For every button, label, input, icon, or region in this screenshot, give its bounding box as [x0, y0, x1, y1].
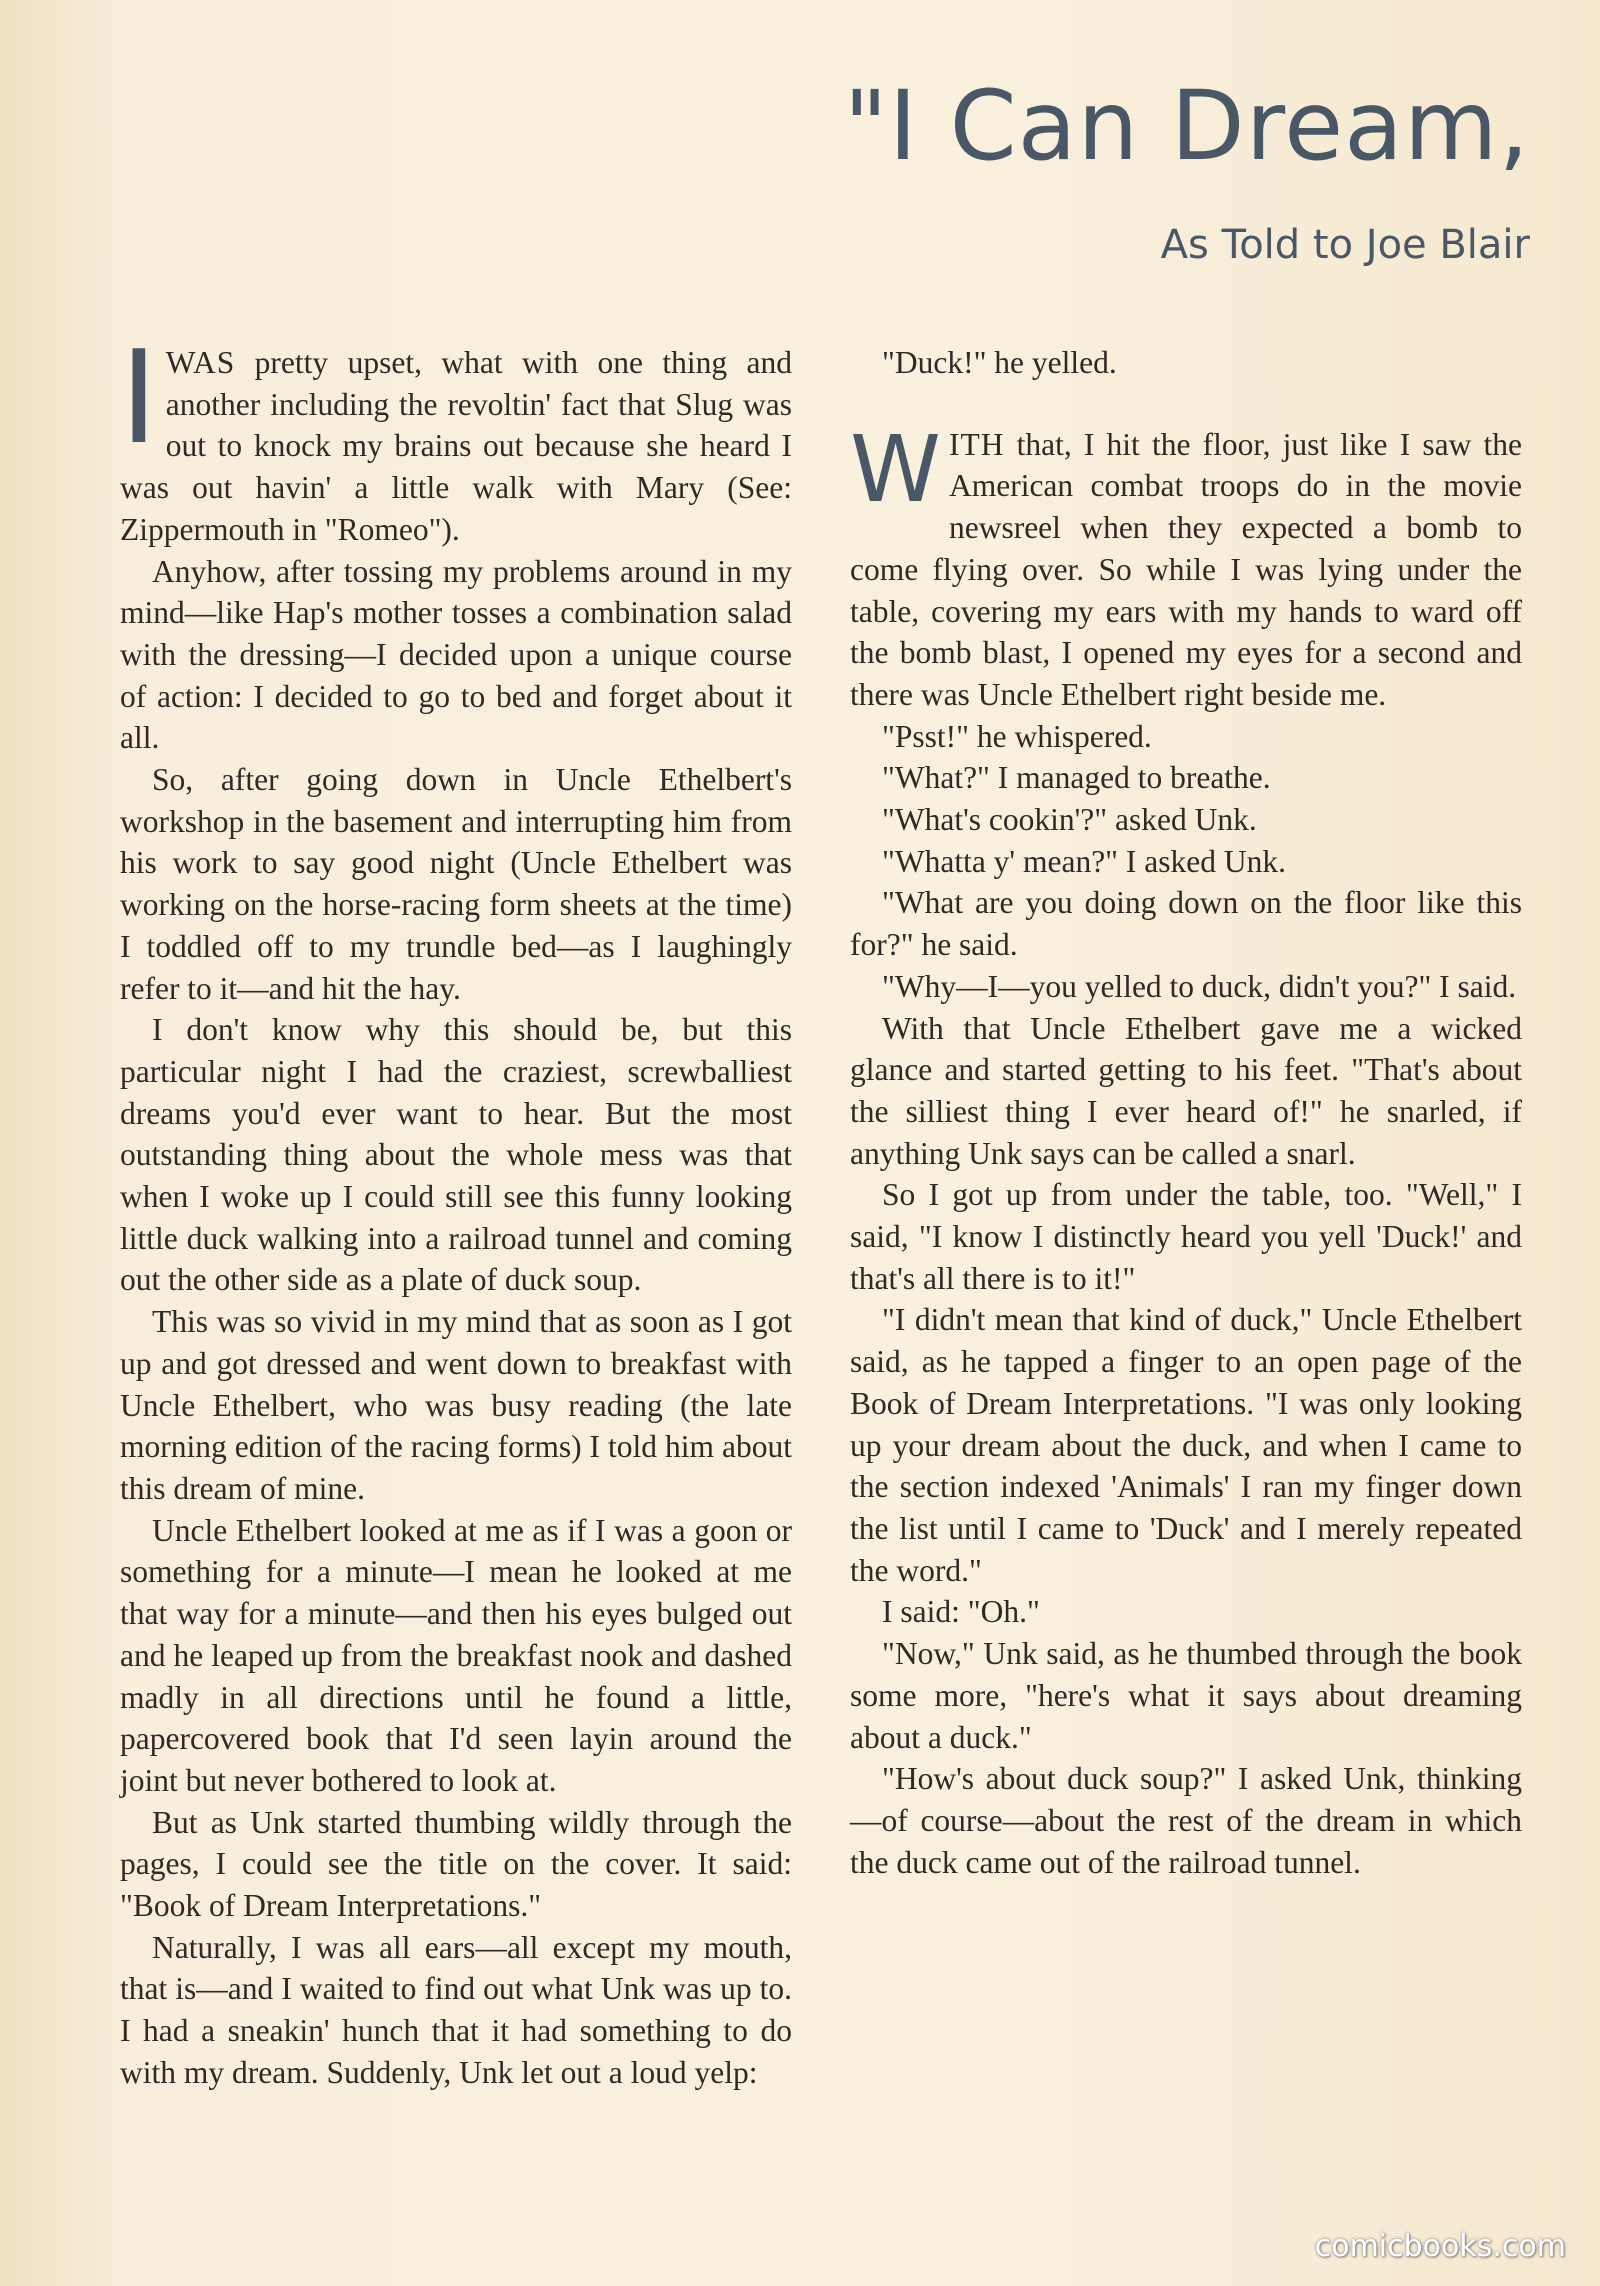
paragraph-20: I said: "Oh.": [882, 1594, 1040, 1630]
paragraph-12: "What?" I managed to breathe.: [882, 760, 1271, 796]
paragraph-17: With that Uncle Ethelbert gave me a wicked glance and started getting to his feet. "That's about the silliest thing I ever heard of!" he snarled, if anything Unk says can be called a snarl.: [850, 1010, 1522, 1171]
drop-cap-w: W: [850, 415, 941, 523]
paragraph-6: Uncle Ethelbert looked at me as if I was a goon or something for a minute—I mean he looked at me that way for a minute—and then his eyes bulged out and he leaped up from the breakfast nook and dashed madly in all directions until he found a little, papercovered book that I'd seen layin around the joint but never bothered to look at.: [120, 1512, 792, 1798]
paragraph-19: "I didn't mean that kind of duck," Uncle Ethelbert said, as he tapped a finger to an open page of the Book of Dream Interpretations. "I was only looking up your dream about the duck, and when I came to the section indexed 'Animals' I ran my finger down the list until I came to 'Duck' and I merely repeated the word.": [850, 1302, 1522, 1588]
paragraph-3: So, after going down in Uncle Ethelbert's workshop in the basement and interrupting him from his work to say good night (Uncle Ethelbert was working on the horse-racing form sheets at the time) I toddled off to my trundle bed—as I laughingly refer to it—and hit the hay.: [120, 762, 792, 1006]
paragraph-16: "Why—I—you yelled to duck, didn't you?" I said.: [882, 968, 1517, 1004]
paragraph-5: This was so vivid in my mind that as soon as I got up and got dressed and went down to breakfast with Uncle Ethelbert, who was busy reading (the late morning edition of the racing forms) I told him about this dream of mine.: [120, 1304, 792, 1506]
paragraph-9: "Duck!" he yelled.: [882, 345, 1117, 380]
paragraph-21: "Now," Unk said, as he thumbed through the book some more, "here's what it says about dreaming about a duck.": [850, 1636, 1522, 1755]
story-title: "I Can Dream,: [843, 70, 1530, 182]
text-column-left: [120, 324, 792, 2094]
lead-word: ITH: [948, 426, 1005, 462]
text-column-right: [850, 342, 1522, 1883]
paragraph-10: [850, 415, 1522, 716]
paragraph-22: "How's about duck soup?" I asked Unk, thinking—of course—about the rest of the dream in which the duck came out of the railroad tunnel.: [850, 1761, 1522, 1880]
paragraph-7: But as Unk started thumbing wildly through the pages, I could see the title on the cover. It said: "Book of Dream Interpretations.": [120, 1804, 792, 1924]
paragraph-18: So I got up from under the table, too. "Well," I said, "I know I distinctly heard you yell 'Duck!' and that's all there is to it!": [850, 1177, 1522, 1296]
paragraph-8: Naturally, I was all ears—all except my mouth, that is—and I waited to find out what Unk was up to. I had a sneakin' hunch that it had something to do with my dream. Suddenly, Unk let out a loud yelp:: [120, 1929, 792, 2090]
paragraph-14: "Whatta y' mean?" I asked Unk.: [882, 843, 1286, 879]
paragraph-1: [120, 324, 792, 551]
paragraph-11: "Psst!" he whispered.: [882, 718, 1152, 754]
paragraph-4: I don't know why this should be, but this particular night I had the craziest, screwballiest dreams you'd ever want to hear. But the most outstanding thing about the whole mess was that when I woke up I could still see this funny looking little duck walking into a railroad tunnel and coming out the other side as a plate of duck soup.: [120, 1012, 792, 1298]
paragraph-2: Anyhow, after tossing my problems around in my mind—like Hap's mother tosses a combination salad with the dressing—I decided upon a unique course of action: I decided to go to bed and forget about it all.: [120, 553, 792, 756]
paragraph-15: "What are you doing down on the floor like this for?" he said.: [850, 885, 1522, 963]
paragraph-13: "What's cookin'?" asked Unk.: [882, 802, 1257, 838]
site-watermark: comicbooks.com: [1314, 2229, 1566, 2264]
drop-cap-i: I: [120, 324, 158, 473]
paragraph-1-text: pretty upset, what with one thing and another including the revoltin' fact that Slug was out to knock my brains out because she heard I was out havin' a little walk with Mary (See: Zippermouth in "Romeo").: [120, 345, 792, 547]
lead-word: WAS: [165, 345, 236, 380]
paragraph-10-text: that, I hit the floor, just like I saw the American combat troops do in the movie newsreel when they expected a bomb to come flying over. So while I was lying under the table, covering my ears with my hands to ward off the bomb blast, I opened my eyes for a second and there was Uncle Ethelbert right beside me.: [850, 426, 1522, 712]
story-byline: As Told to Joe Blair: [1160, 222, 1530, 268]
